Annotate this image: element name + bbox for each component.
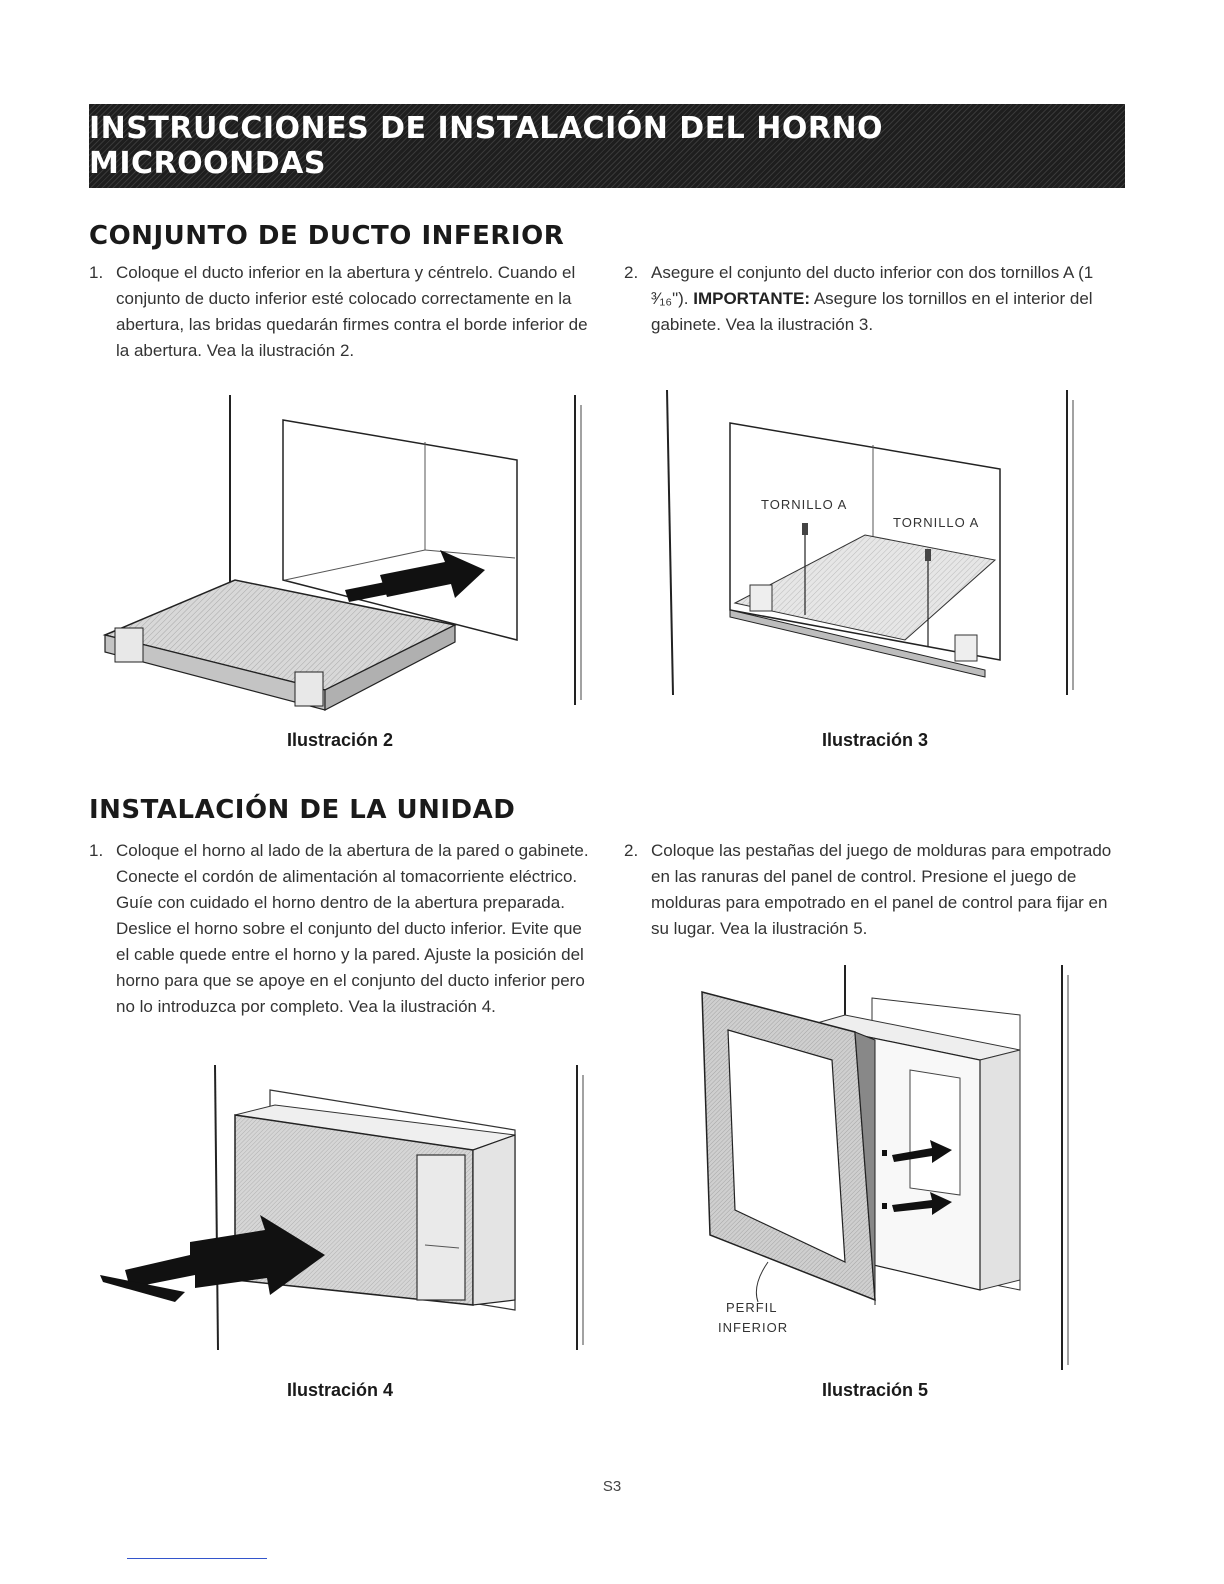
- illustration-3: [655, 385, 1085, 705]
- caption-illustration-3: Ilustración 3: [821, 730, 929, 750]
- banner-title: INSTRUCCIONES DE INSTALACIÓN DEL HORNO MICROONDAS: [89, 111, 884, 181]
- step-text: [651, 260, 1126, 338]
- label-perfil: PERFIL: [726, 1300, 778, 1315]
- section-title-instalacion-unidad: INSTALACIÓN DE LA UNIDAD: [89, 795, 516, 825]
- section-title-ducto-inferior: CONJUNTO DE DUCTO INFERIOR: [89, 221, 565, 251]
- step-number: 1.: [89, 263, 104, 282]
- important-label: IMPORTANTE:: [693, 289, 811, 308]
- step-text: Coloque el horno al lado de la abertura de la pared o gabinete. Conecte el cordón de alimentación al tomacorriente eléctrico. Guíe con cuidado el horno dentro de la abertura preparada. Deslice el horno sobre el conjunto del ducto inferior. Evite que el cable quede entre el horno y la pared. Ajuste la posición del horno para que se apoye en el conjunto del ducto inferior pero no lo introduzca por completo. Vea la ilustración 4.: [116, 841, 589, 1016]
- step-number: 2.: [624, 841, 639, 860]
- label-tornillo-a-left: TORNILLO A: [761, 497, 848, 512]
- label-inferior: INFERIOR: [718, 1320, 789, 1335]
- label-tornillo-a-right: TORNILLO A: [893, 515, 980, 530]
- step-ducto-1: [89, 260, 589, 364]
- illustration-2: [95, 390, 595, 720]
- footer-rule: [127, 1558, 267, 1559]
- illustration-5: [640, 960, 1090, 1370]
- step-text: Coloque las pestañas del juego de molduras para empotrado en las ranuras del panel de control. Presione el juego de molduras para empotrado en el panel de control para fijar en su lugar. Vea la ilustración 5.: [651, 841, 1112, 938]
- caption-illustration-4: Ilustración 4: [286, 1380, 394, 1400]
- step-number: 2.: [624, 263, 639, 282]
- step-unidad-1: [89, 838, 589, 1020]
- step-text-part: Asegure los tornillos en el interior del gabinete. Vea la ilustración 3.: [651, 289, 1093, 334]
- caption-illustration-2: Ilustración 2: [286, 730, 394, 750]
- caption-illustration-5: Ilustración 5: [821, 1380, 929, 1400]
- step-unidad-2: [624, 838, 1126, 942]
- step-ducto-2: [624, 260, 1126, 338]
- step-text-part: Asegure el conjunto del ducto inferior con dos tornillos A (1 ³⁄₁₆").: [651, 263, 1094, 308]
- page-banner: [89, 104, 1125, 188]
- illustration-4: [95, 1060, 595, 1355]
- step-number: 1.: [89, 841, 104, 860]
- page-number: S3: [602, 1478, 622, 1495]
- step-text: Coloque el ducto inferior en la abertura y céntrelo. Cuando el conjunto de ducto inferior esté colocado correctamente en la abertura, las bridas quedarán firmes contra el borde inferior de la abertura. Vea la ilustración 2.: [116, 263, 588, 360]
